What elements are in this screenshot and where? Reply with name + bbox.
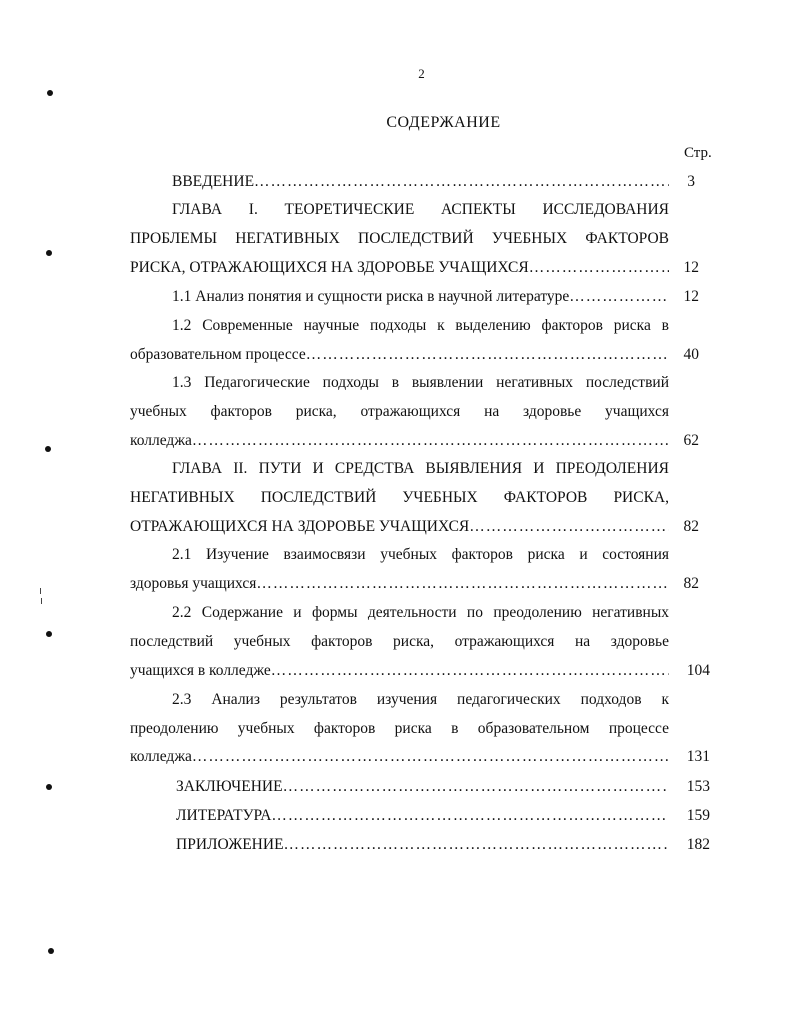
toc-page: 153 xyxy=(686,778,710,795)
toc-entry-title: учащихся в колледже xyxy=(130,662,271,679)
leader-dots xyxy=(192,429,669,453)
toc-section-1-1[interactable] xyxy=(172,285,669,309)
leader-dots xyxy=(283,775,669,799)
toc-chapter-2-line[interactable]: НЕГАТИВНЫХ ПОСЛЕДСТВИЙ УЧЕБНЫХ ФАКТОРОВ РИСКА, xyxy=(130,489,669,506)
toc-page: 159 xyxy=(686,807,710,824)
toc-entry-title: ОТРАЖАЮЩИХСЯ НА ЗДОРОВЬЕ УЧАЩИХСЯ xyxy=(130,518,470,535)
toc-chapter-1-line[interactable]: ГЛАВА I. ТЕОРЕТИЧЕСКИЕ АСПЕКТЫ ИССЛЕДОВАНИЯ xyxy=(172,201,669,218)
toc-page: 3 xyxy=(687,173,695,190)
toc-entry-title: здоровья учащихся xyxy=(130,575,257,592)
leader-dots xyxy=(284,833,669,857)
toc-page: 40 xyxy=(683,346,699,363)
toc-entry-literature[interactable] xyxy=(176,804,669,828)
toc-section-2-2-line[interactable]: последствий учебных факторов риска, отражающихся на здоровье xyxy=(130,633,669,650)
toc-section-2-3-line[interactable] xyxy=(130,745,669,769)
toc-entry-title: образовательном процессе xyxy=(130,346,306,363)
toc-entry-title: ЛИТЕРАТУРА xyxy=(176,807,272,824)
toc-chapter-1-line[interactable] xyxy=(130,256,669,280)
toc-section-2-1-line[interactable] xyxy=(130,572,669,596)
margin-dot xyxy=(45,446,51,452)
toc-entry-title: РИСКА, ОТРАЖАЮЩИХСЯ НА ЗДОРОВЬЕ УЧАЩИХСЯ xyxy=(130,259,529,276)
toc-section-1-3-line[interactable]: учебных факторов риска, отражающихся на здоровье учащихся xyxy=(130,403,669,420)
margin-dot xyxy=(46,784,52,790)
toc-section-1-2-line[interactable] xyxy=(130,343,669,367)
leader-dots xyxy=(529,256,669,280)
toc-section-2-1-line[interactable]: 2.1 Изучение взаимосвязи учебных факторов риска и состояния xyxy=(172,546,669,563)
toc-page: 12 xyxy=(683,288,699,305)
toc-entry-title: ВВЕДЕНИЕ xyxy=(172,173,255,190)
toc-entry-title: 1.1 Анализ понятия и сущности риска в научной литературе xyxy=(172,288,570,305)
toc-section-2-2-line[interactable]: 2.2 Содержание и формы деятельности по преодолению негативных xyxy=(172,604,669,621)
toc-section-2-3-line[interactable]: 2.3 Анализ результатов изучения педагогических подходов к xyxy=(172,691,669,708)
page-column-label: Стр. xyxy=(684,145,712,161)
leader-dots xyxy=(569,285,669,309)
leader-dots xyxy=(254,170,669,194)
toc-page: 182 xyxy=(686,836,710,853)
toc-page: 62 xyxy=(683,432,699,449)
toc-chapter-2-line[interactable] xyxy=(130,515,669,539)
toc-entry-appendix[interactable] xyxy=(176,833,669,857)
toc-entry-title: ЗАКЛЮЧЕНИЕ xyxy=(176,778,283,795)
toc-section-1-2-line[interactable]: 1.2 Современные научные подходы к выделению факторов риска в xyxy=(172,317,669,334)
toc-page: 82 xyxy=(683,575,699,592)
margin-dot xyxy=(48,948,54,954)
leader-dots xyxy=(256,572,669,596)
leader-dots xyxy=(271,659,669,683)
toc-entry-intro[interactable] xyxy=(172,170,669,194)
margin-mark xyxy=(41,598,42,604)
leader-dots xyxy=(271,804,669,828)
toc-section-1-3-line[interactable]: 1.3 Педагогические подходы в выявлении негативных последствий xyxy=(172,374,669,391)
toc-entry-conclusion[interactable] xyxy=(176,775,669,799)
page-number: 2 xyxy=(418,66,425,81)
page-title: СОДЕРЖАНИЕ xyxy=(386,114,501,131)
leader-dots xyxy=(306,343,669,367)
margin-mark xyxy=(40,588,41,594)
margin-dot xyxy=(46,631,52,637)
toc-page: 131 xyxy=(686,748,710,765)
leader-dots xyxy=(192,745,669,769)
toc-chapter-1-line[interactable]: ПРОБЛЕМЫ НЕГАТИВНЫХ ПОСЛЕДСТВИЙ УЧЕБНЫХ ФАКТОРОВ xyxy=(130,230,669,247)
toc-page: 12 xyxy=(683,259,699,276)
toc-entry-title: колледжа xyxy=(130,748,192,765)
toc-section-2-3-line[interactable]: преодолению учебных факторов риска в образовательном процессе xyxy=(130,720,669,737)
toc-chapter-2-line[interactable]: ГЛАВА II. ПУТИ И СРЕДСТВА ВЫЯВЛЕНИЯ И ПРЕОДОЛЕНИЯ xyxy=(172,460,669,477)
margin-dot xyxy=(46,250,52,256)
toc-section-1-3-line[interactable] xyxy=(130,429,669,453)
margin-dot xyxy=(47,90,53,96)
toc-section-2-2-line[interactable] xyxy=(130,659,669,683)
toc-entry-title: ПРИЛОЖЕНИЕ xyxy=(176,836,284,853)
toc-entry-title: колледжа xyxy=(130,432,192,449)
toc-page: 104 xyxy=(686,662,710,679)
toc-page: 82 xyxy=(683,518,699,535)
leader-dots xyxy=(469,515,669,539)
